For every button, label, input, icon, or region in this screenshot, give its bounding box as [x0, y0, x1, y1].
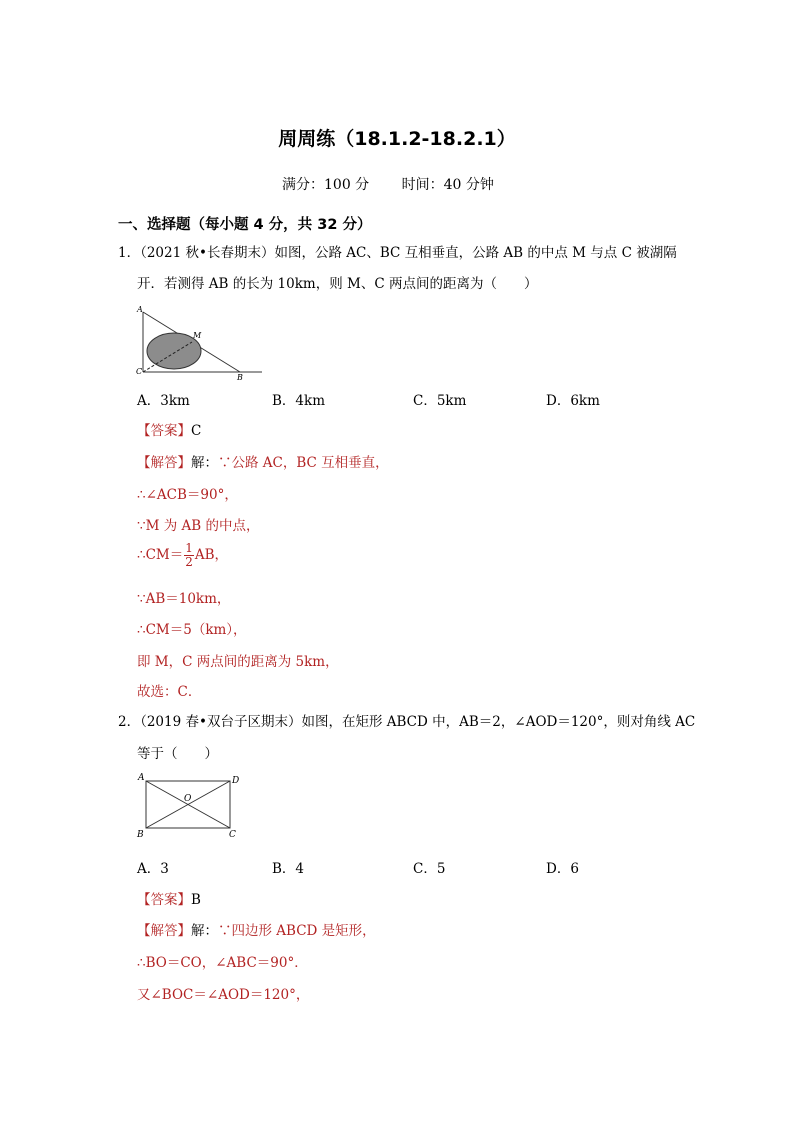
q1-answer	[137, 419, 201, 439]
q1-solution-lead: 解：	[191, 455, 218, 471]
q1-solution-line1	[137, 451, 389, 471]
q2-stem-line2: 等于（ ）	[137, 746, 218, 762]
q1-option-d: D．6km	[546, 393, 600, 409]
q1-stem-line1	[118, 241, 677, 261]
q2-label-d: D	[232, 776, 240, 786]
q1-label-a: A	[137, 305, 143, 314]
q2-solution-line3: 又∠BOC＝∠AOD＝120°，	[137, 987, 310, 1003]
q1-option-b: B．4km	[272, 393, 325, 409]
exam-time: 时间：40 分钟	[401, 177, 494, 193]
q1-solution-line6: ∴CM＝5（km），	[137, 622, 247, 638]
fraction-half	[184, 542, 194, 569]
q1-answer-value: C	[191, 423, 202, 439]
q1-cm-eq: ∴CM＝	[137, 547, 184, 563]
fraction-numerator: 1	[185, 541, 193, 555]
q2-solution-line1	[137, 919, 376, 939]
q1-solution-line8: 故选：C．	[137, 684, 202, 700]
q1-solution-line7: 即 M，C 两点间的距离为 5km，	[137, 654, 339, 670]
q2-source: （2019 春•双台子区期末）	[140, 714, 302, 730]
q1-stem-line2: 开．若测得 AB 的长为 10km，则 M、C 两点间的距离为（ ）	[137, 276, 538, 292]
exam-info	[282, 174, 522, 194]
q1-answer-tag: 【答案】	[137, 423, 191, 439]
q2-stem: 如图，在矩形 ABCD 中，AB＝2，∠AOD＝120°，则对角线 AC	[301, 714, 696, 730]
q1-frac-tail: AB，	[194, 547, 229, 563]
q1-option-c: C．5km	[413, 393, 467, 409]
q2-answer-value: B	[191, 892, 201, 908]
q2-solution-lead: 解：	[191, 923, 218, 939]
q1-solution-text: ∵公路 AC，BC 互相垂直，	[218, 455, 389, 471]
q1-solution-line3: ∵M 为 AB 的中点，	[137, 518, 260, 534]
q1-solution-line2: ∴∠ACB＝90°，	[137, 487, 238, 503]
q2-option-c: C．5	[413, 861, 446, 877]
q2-number: 2．	[118, 714, 141, 730]
q1-option-a: A．3km	[137, 393, 190, 409]
q1-solution-line4	[137, 542, 228, 569]
q1-stem: 如图，公路 AC、BC 互相垂直，公路 AB 的中点 M 与点 C 被湖隔	[274, 245, 677, 261]
q2-label-a: A	[138, 773, 145, 783]
q2-answer-tag: 【答案】	[137, 892, 191, 908]
q1-label-b: B	[237, 373, 243, 382]
page-title: 周周练（18.1.2-18.2.1）	[278, 128, 516, 150]
q1-figure	[134, 300, 270, 382]
section-heading: 一、选择题（每小题 4 分，共 32 分）	[118, 217, 372, 233]
q2-option-a: A．3	[137, 861, 169, 877]
q1-source: （2021 秋•长春期末）	[140, 245, 275, 261]
fraction-denominator: 2	[185, 555, 193, 569]
q2-solution-text: ∵四边形 ABCD 是矩形，	[218, 923, 376, 939]
q2-option-b: B．4	[272, 861, 305, 877]
q1-number: 1．	[118, 245, 141, 261]
q2-label-o: O	[184, 794, 192, 804]
q2-figure	[134, 770, 246, 842]
q2-solution-tag: 【解答】	[137, 923, 191, 939]
q1-solution-line5: ∵AB＝10km，	[137, 591, 231, 607]
q2-option-d: D．6	[546, 861, 579, 877]
full-marks: 满分：100 分	[282, 177, 370, 193]
q2-label-c: C	[229, 830, 236, 840]
q1-solution-tag: 【解答】	[137, 455, 191, 471]
q1-label-m: M	[193, 331, 202, 340]
q2-stem-line1	[118, 710, 695, 730]
q1-label-c: C	[136, 367, 143, 376]
q2-label-b: B	[137, 830, 144, 840]
q2-answer	[137, 888, 201, 908]
q2-solution-line2: ∴BO＝CO，∠ABC＝90°．	[137, 955, 308, 971]
